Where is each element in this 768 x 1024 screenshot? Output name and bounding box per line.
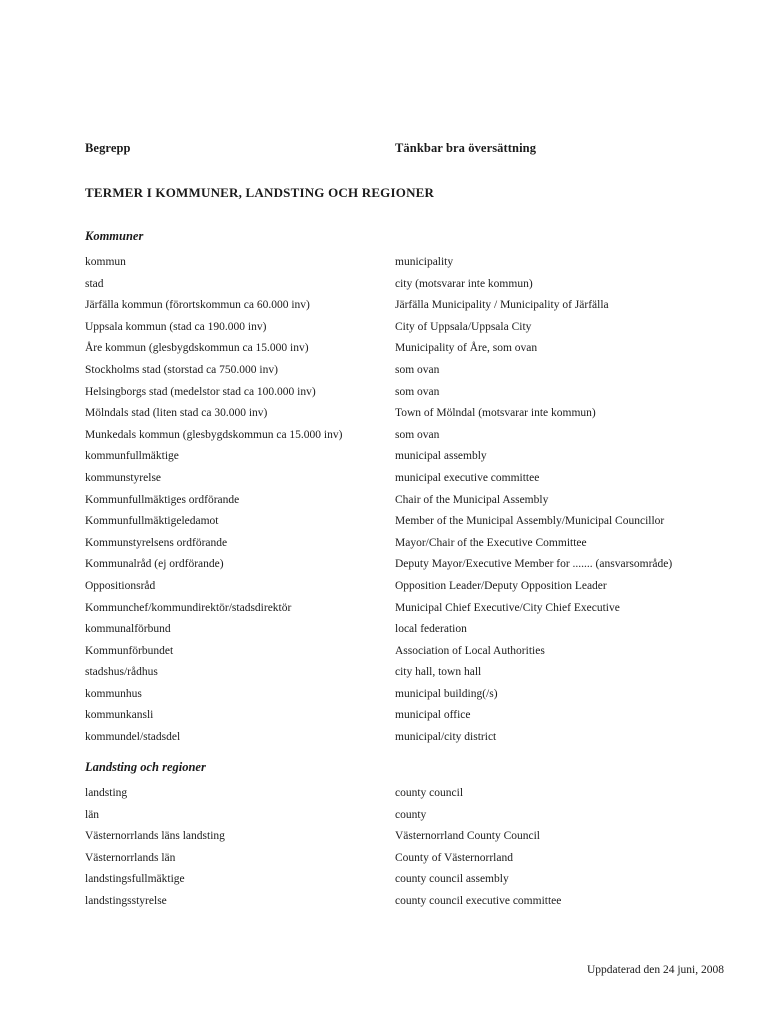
glossary-row (85, 533, 728, 555)
translation-cell: county council executive committee (395, 894, 562, 907)
translation-cell: municipal executive committee (395, 471, 540, 484)
translation-cell: municipal/city district (395, 731, 497, 744)
section-kommuner (85, 229, 728, 749)
translation-cell: Municipality of Åre, som ovan (395, 342, 538, 355)
term-cell: Kommunfullmäktigeledamot (85, 515, 219, 528)
term-cell: landstingsfullmäktige (85, 873, 185, 886)
column-headers (85, 141, 728, 156)
term-cell: län (85, 808, 100, 821)
translation-cell: Municipal Chief Executive/City Chief Executive (395, 601, 620, 614)
glossary-row (85, 848, 728, 870)
glossary-row (85, 317, 728, 339)
glossary-row (85, 684, 728, 706)
term-cell: Kommunalråd (ej ordförande) (85, 558, 224, 571)
translation-cell: local federation (395, 623, 467, 636)
term-cell: Kommunchef/kommundirektör/stadsdirektör (85, 601, 292, 614)
glossary-row (85, 468, 728, 490)
translation-cell: Västernorrland County Council (395, 830, 541, 843)
translation-cell: municipal building(/s) (395, 687, 498, 700)
term-cell: kommunfullmäktige (85, 450, 179, 463)
term-cell: kommunalförbund (85, 623, 171, 636)
glossary-row (85, 554, 728, 576)
translation-cell: County of Västernorrland (395, 851, 513, 864)
term-cell: Kommunstyrelsens ordförande (85, 536, 228, 549)
page-title: TERMER I KOMMUNER, LANDSTING OCH REGIONER (85, 185, 435, 200)
glossary-row (85, 869, 728, 891)
translation-cell: municipal assembly (395, 450, 487, 463)
glossary-row (85, 826, 728, 848)
translation-cell: som ovan (395, 363, 440, 376)
glossary-row (85, 274, 728, 296)
section-landsting-och-regioner (85, 760, 728, 913)
glossary-row (85, 338, 728, 360)
translation-cell: city hall, town hall (395, 666, 482, 679)
glossary-row (85, 805, 728, 827)
term-cell: kommundel/stadsdel (85, 731, 181, 744)
term-cell: Stockholms stad (storstad ca 750.000 inv) (85, 363, 278, 376)
term-cell: kommunkansli (85, 709, 154, 722)
term-cell: Kommunfullmäktiges ordförande (85, 493, 240, 506)
glossary-row (85, 490, 728, 512)
column-header-begrepp: Begrepp (85, 141, 131, 155)
term-cell: Oppositionsråd (85, 579, 156, 592)
term-cell: kommunhus (85, 687, 142, 700)
translation-cell: Mayor/Chair of the Executive Committee (395, 536, 587, 549)
glossary-row (85, 891, 728, 913)
term-cell: Uppsala kommun (stad ca 190.000 inv) (85, 320, 267, 333)
term-cell: Åre kommun (glesbygdskommun ca 15.000 inv) (85, 342, 309, 355)
column-header-translation: Tänkbar bra översättning (395, 141, 537, 155)
term-cell: Järfälla kommun (förortskommun ca 60.000 inv) (85, 299, 310, 312)
glossary-row (85, 403, 728, 425)
translation-cell: county council (395, 787, 464, 799)
section-heading-landsting: Landsting och regioner (85, 760, 206, 774)
term-cell: kommun (85, 256, 126, 268)
section-heading-kommuner: Kommuner (85, 229, 144, 243)
glossary-row (85, 662, 728, 684)
term-cell: Västernorrlands läns landsting (85, 830, 225, 843)
translation-cell: Member of the Municipal Assembly/Municipal Councillor (395, 515, 665, 528)
glossary-row (85, 619, 728, 641)
glossary-row (85, 783, 728, 805)
translation-cell: municipality (395, 256, 454, 268)
glossary-row (85, 727, 728, 749)
glossary-row (85, 641, 728, 663)
translation-cell: Deputy Mayor/Executive Member for ....... (ansvarsområde) (395, 558, 673, 571)
glossary-rows (85, 252, 728, 749)
term-cell: Mölndals stad (liten stad ca 30.000 inv) (85, 407, 268, 420)
term-cell: Munkedals kommun (glesbygdskommun ca 15.000 inv) (85, 428, 343, 441)
term-cell: landsting (85, 787, 128, 799)
glossary-row (85, 382, 728, 404)
glossary-row (85, 360, 728, 382)
translation-cell: Järfälla Municipality / Municipality of Järfälla (395, 299, 609, 312)
footer-updated-date: Uppdaterad den 24 juni, 2008 (586, 964, 724, 976)
glossary-row (85, 598, 728, 620)
translation-cell: som ovan (395, 428, 440, 441)
translation-cell: municipal office (395, 709, 471, 722)
term-cell: stadshus/rådhus (85, 666, 158, 679)
term-cell: Helsingborgs stad (medelstor stad ca 100.000 inv) (85, 385, 316, 398)
term-cell: kommunstyrelse (85, 471, 162, 484)
translation-cell: Opposition Leader/Deputy Opposition Leader (395, 579, 607, 592)
translation-cell: Association of Local Authorities (395, 644, 545, 657)
glossary-row (85, 576, 728, 598)
glossary-row (85, 252, 728, 274)
translation-cell: county (395, 808, 427, 821)
translation-cell: City of Uppsala/Uppsala City (395, 320, 532, 333)
translation-cell: som ovan (395, 385, 440, 398)
translation-cell: Chair of the Municipal Assembly (395, 493, 549, 506)
term-cell: landstingsstyrelse (85, 894, 167, 907)
glossary-row (85, 705, 728, 727)
glossary-row (85, 446, 728, 468)
translation-cell: city (motsvarar inte kommun) (395, 277, 533, 290)
glossary-row (85, 511, 728, 533)
term-cell: Kommunförbundet (85, 644, 174, 657)
glossary-row (85, 295, 728, 317)
translation-cell: Town of Mölndal (motsvarar inte kommun) (395, 407, 596, 420)
term-cell: stad (85, 277, 104, 290)
glossary-rows (85, 783, 728, 913)
translation-cell: county council assembly (395, 873, 509, 886)
term-cell: Västernorrlands län (85, 851, 176, 864)
glossary-row (85, 425, 728, 447)
